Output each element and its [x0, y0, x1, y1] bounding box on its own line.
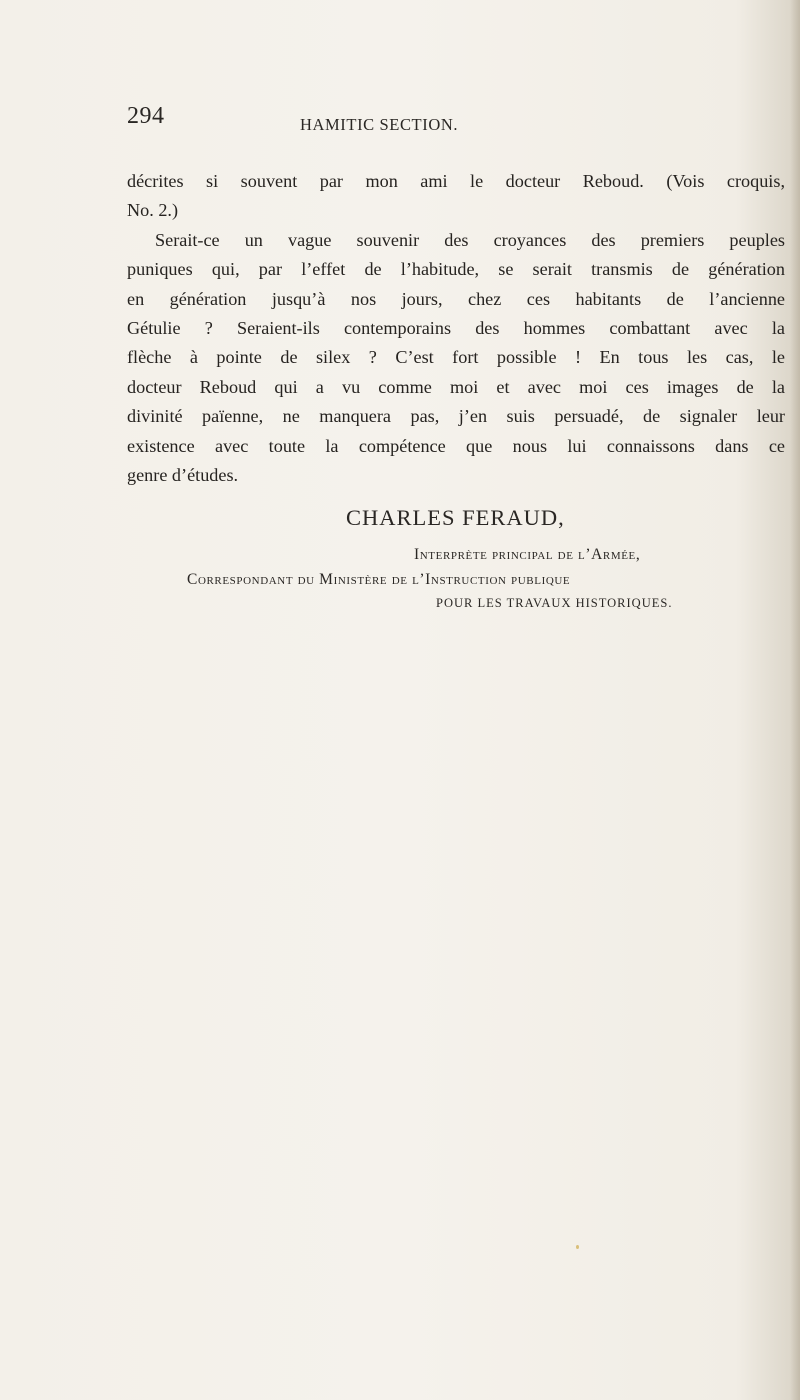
author-signature: CHARLES FERAUD, [346, 505, 565, 530]
author-title-line: Correspondant du Ministère de l’Instruction publique [187, 571, 571, 588]
text-line: genre d’études. [127, 464, 239, 485]
paper-speck [576, 1245, 579, 1249]
text-line: puniques qui, par l’effet de l’habitude, se serait transmis de génération [127, 259, 785, 280]
page-edge-shadow [790, 0, 800, 1400]
text-line: décrites si souvent par mon ami le docteur Reboud. (Vois croquis, [127, 171, 785, 191]
running-head: HAMITIC SECTION. [300, 115, 459, 134]
text-line: Gétulie ? Seraient-ils contemporains des hommes combattant avec la [127, 317, 785, 338]
text-line: docteur Reboud qui a vu comme moi et avec moi ces images de la [127, 376, 785, 397]
text-line: No. 2.) [127, 200, 179, 221]
text-line: flèche à pointe de silex ? C’est fort possible ! En tous les cas, le [127, 347, 785, 368]
page-number: 294 [127, 103, 165, 129]
text-line: en génération jusqu’à nos jours, chez ces habitants de l’ancienne [127, 288, 785, 309]
body-text [127, 167, 785, 490]
text-line: Serait-ce un vague souvenir des croyances des premiers peuples [155, 229, 785, 250]
text-line: divinité païenne, ne manquera pas, j’en suis persuadé, de signaler leur [127, 406, 785, 427]
author-title-line: Interprète principal de l’Armée, [414, 546, 641, 563]
author-title-line: POUR LES TRAVAUX HISTORIQUES. [436, 596, 673, 610]
page-header [0, 103, 800, 137]
text-line: existence avec toute la compétence que nous lui connaissons dans ce [127, 435, 785, 456]
